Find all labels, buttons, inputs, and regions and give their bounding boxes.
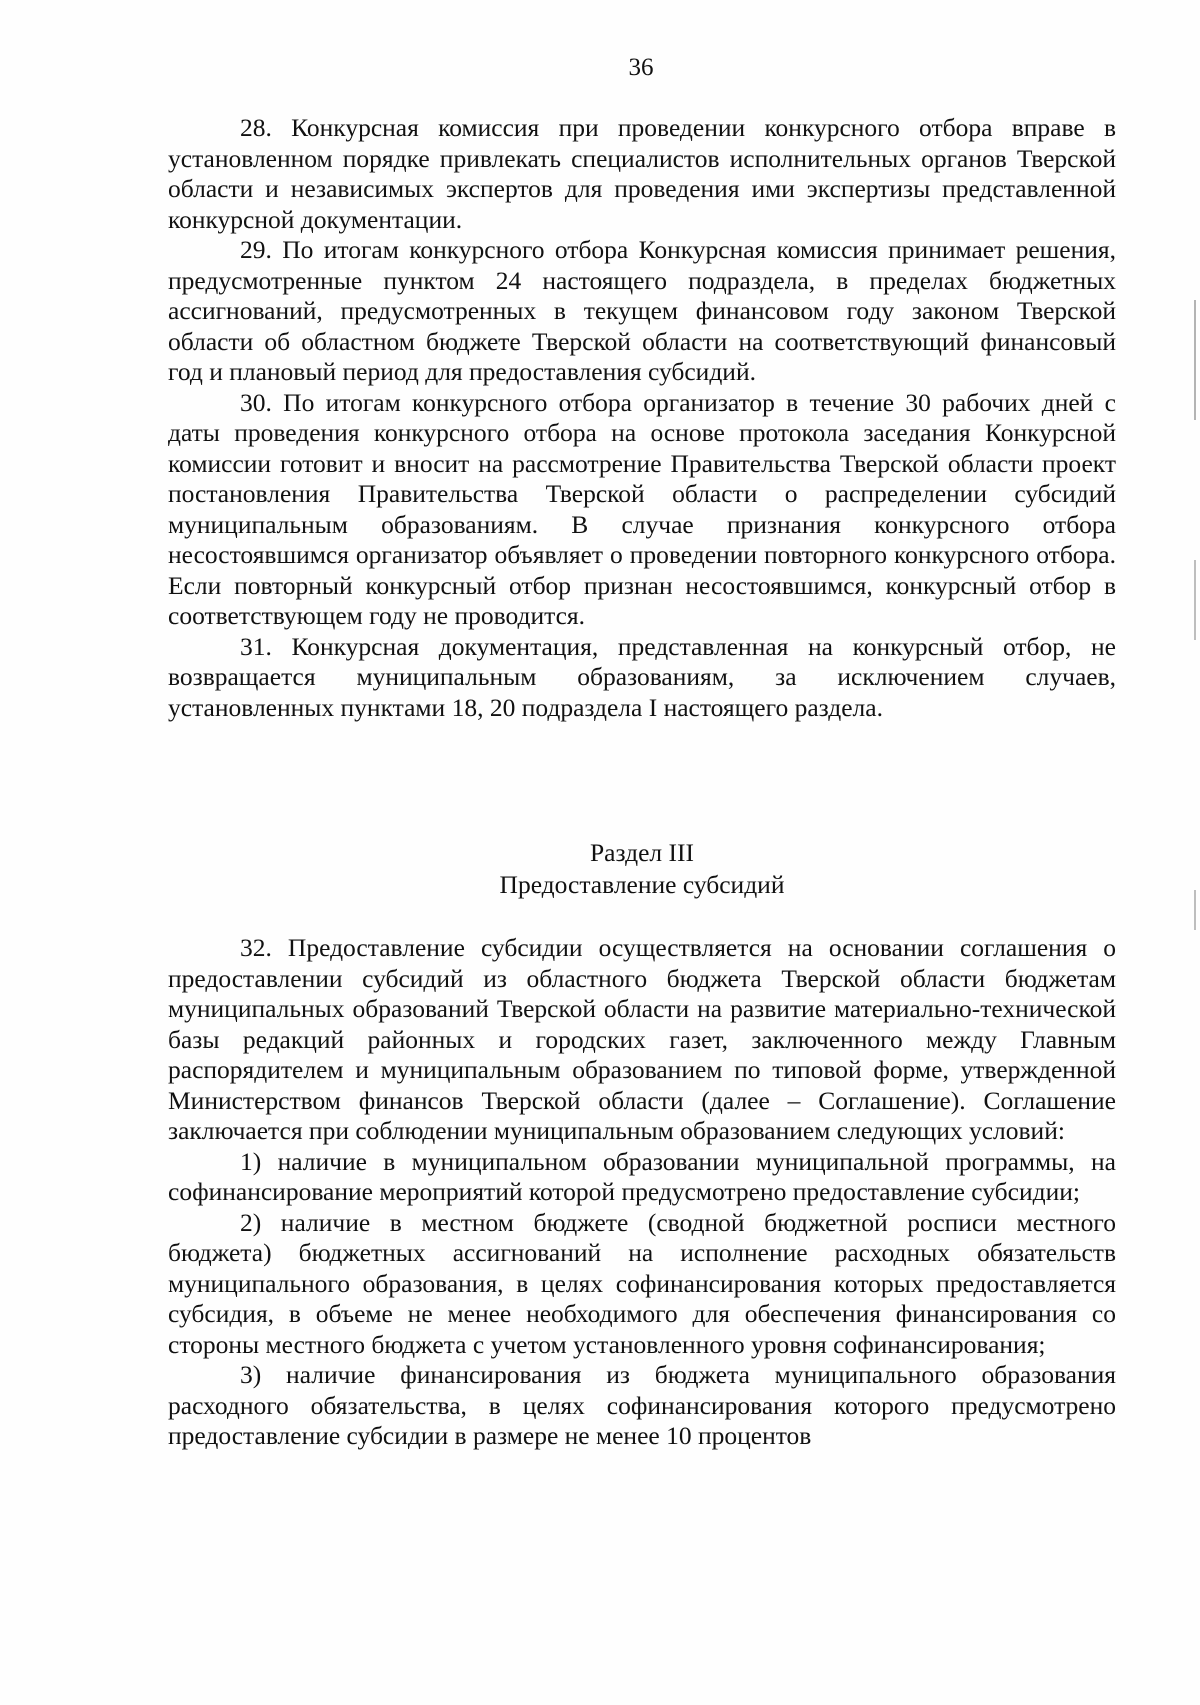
paragraph-30: 30. По итогам конкурсного отбора организатор в течение 30 рабочих дней с даты проведения конкурсного отбора на основе протокола заседания Конкурсной комиссии готовит и вносит на рассмотрение Правительства Тверской области проект постановления Правительства Тверской области о распределении субсидий муниципальным образованиям. В случае признания конкурсного отбора несостоявшимся организатор объявляет о проведении повторного конкурсного отбора. Если повторный конкурсный отбор признан несостоявшимся, конкурсный отбор в соответствующем году не проводится.: [168, 387, 1116, 630]
condition-1: 1) наличие в муниципальном образовании муниципальной программы, на софинансирование мероприятий которой предусмотрено предоставление субсидии;: [168, 1146, 1116, 1206]
section-title: Предоставление субсидий: [499, 870, 785, 899]
page-number: 36: [628, 54, 654, 81]
condition-3: 3) наличие финансирования из бюджета муниципального образования расходного обязательства, в целях софинансирования которого предусмотрено предоставление субсидии в размере не менее 10 процентов: [168, 1360, 1116, 1450]
section-heading: [168, 837, 1116, 901]
scan-edge-mark: [1194, 300, 1196, 420]
condition-2: 2) наличие в местном бюджете (сводной бюджетной росписи местного бюджета) бюджетных ассигнований на исполнение расходных обязательств муниципального образования, в целях софинансирования которых предоставляется субсидия, в объеме не менее необходимого для обеспечения финансирования со стороны местного бюджета с учетом установленного уровня софинансирования;: [168, 1207, 1116, 1359]
scan-edge-mark: [1194, 890, 1196, 930]
bottom-text-block: [168, 933, 1116, 1452]
top-text-block: [168, 113, 1116, 723]
paragraph-28: 28. Конкурсная комиссия при проведении конкурсного отбора вправе в установленном порядке привлекать специалистов исполнительных органов Тверской области и независимых экспертов для проведения ими экспертизы представленной конкурсной документации.: [168, 113, 1116, 234]
section-number-label: Раздел III: [590, 838, 694, 867]
paragraph-31: 31. Конкурсная документация, представленная на конкурсный отбор, не возвращается муниципальным образованиям, за исключением случаев, установленных пунктами 18, 20 подраздела I настоящего раздела.: [168, 631, 1116, 722]
paragraph-32: 32. Предоставление субсидии осуществляется на основании соглашения о предоставлении субсидий из областного бюджета Тверской области бюджетам муниципальных образований Тверской области на развитие материально-технической базы редакций районных и городских газет, заключенного между Главным распорядителем и муниципальным образованием по типовой форме, утвержденной Министерством финансов Тверской области (далее – Соглашение). Соглашение заключается при соблюдении муниципальным образованием следующих условий:: [168, 933, 1116, 1145]
paragraph-29: 29. По итогам конкурсного отбора Конкурсная комиссия принимает решения, предусмотренные пунктом 24 настоящего подраздела, в пределах бюджетных ассигнований, предусмотренных в текущем финансовом году законом Тверской области об областном бюджете Тверской области на соответствующий финансовый год и плановый период для предоставления субсидий.: [168, 235, 1116, 386]
scan-edge-mark: [1194, 560, 1196, 640]
